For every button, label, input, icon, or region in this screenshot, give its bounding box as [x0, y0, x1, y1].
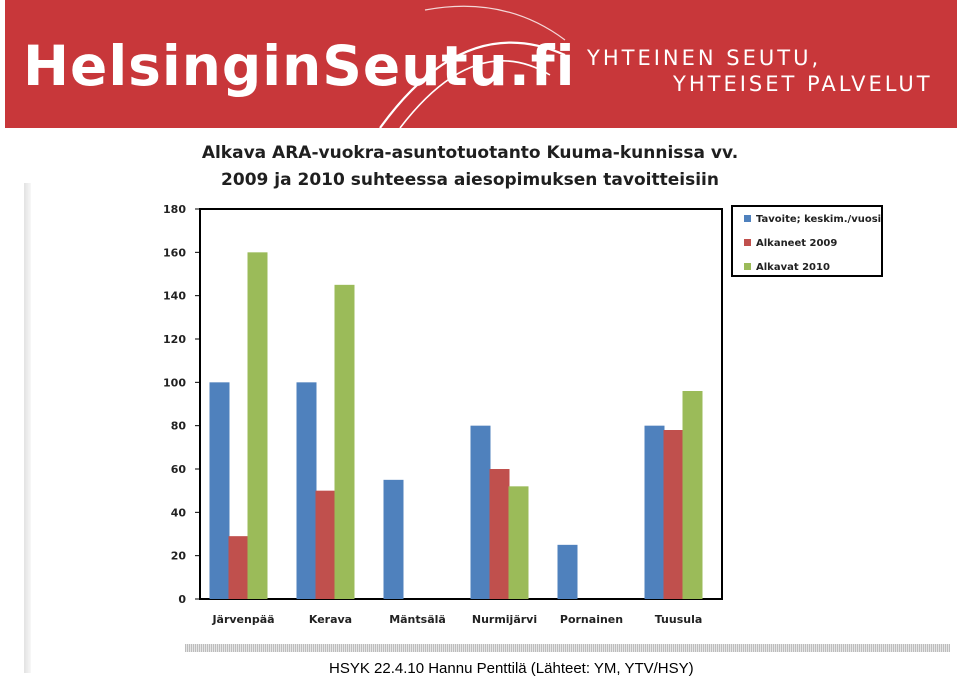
bar [297, 382, 317, 599]
bar [471, 426, 491, 599]
chart-subtitle: 2009 ja 2010 suhteessa aiesopimuksen tavoitteisiin [221, 170, 719, 190]
x-tick-label: Järvenpää [212, 613, 275, 626]
y-tick-label: 40 [170, 506, 186, 520]
plot-area-frame [200, 209, 722, 599]
y-tick-label: 120 [163, 333, 186, 346]
tagline-line-2: YHTEISET PALVELUT [673, 72, 933, 96]
legend-label: Tavoite; keskim./vuosi [756, 214, 882, 225]
x-tick-label: Tuusula [654, 613, 703, 626]
x-tick-label: Nurmijärvi [471, 613, 538, 626]
y-tick-label: 180 [163, 203, 186, 216]
y-tick-label: 140 [163, 289, 186, 303]
header-banner [5, 0, 957, 128]
x-tick-label: Kerava [308, 613, 353, 626]
legend-label: Alkavat 2010 [756, 262, 830, 273]
y-tick-label: 60 [170, 463, 186, 476]
bar [645, 426, 665, 599]
chart-title: Alkava ARA-vuokra-asuntotuotanto Kuuma-kunnissa vv. [201, 143, 739, 163]
y-tick-label: 20 [170, 549, 186, 563]
legend-swatch [744, 215, 751, 222]
bar [248, 252, 268, 599]
legend-swatch [744, 239, 751, 246]
brand-logo: HelsinginSeutu.fi [23, 34, 576, 98]
bar [316, 491, 336, 599]
bar [664, 430, 684, 599]
bar [229, 536, 249, 599]
y-tick-label: 80 [170, 419, 186, 433]
bar [384, 480, 404, 599]
footer-credit: HSYK 22.4.10 Hannu Penttilä (Lähteet: YM, YTV/HSY) [329, 660, 694, 677]
bar-chart [150, 195, 890, 635]
left-decorative-rule [24, 183, 31, 673]
legend-swatch [744, 263, 751, 270]
x-tick-label: Pornainen [559, 613, 624, 626]
bar [509, 486, 529, 599]
y-tick-label: 0 [178, 593, 186, 606]
bar [335, 285, 355, 599]
legend-label: Alkaneet 2009 [756, 238, 838, 249]
bar [490, 469, 510, 599]
y-tick-label: 160 [163, 246, 186, 260]
tagline-line-1: YHTEINEN SEUTU, [587, 46, 822, 70]
y-tick-label: 100 [163, 376, 186, 390]
x-tick-label: Mäntsälä [389, 613, 446, 626]
bar [210, 382, 230, 599]
bar [558, 545, 578, 599]
bar [683, 391, 703, 599]
footer-divider [185, 644, 950, 652]
